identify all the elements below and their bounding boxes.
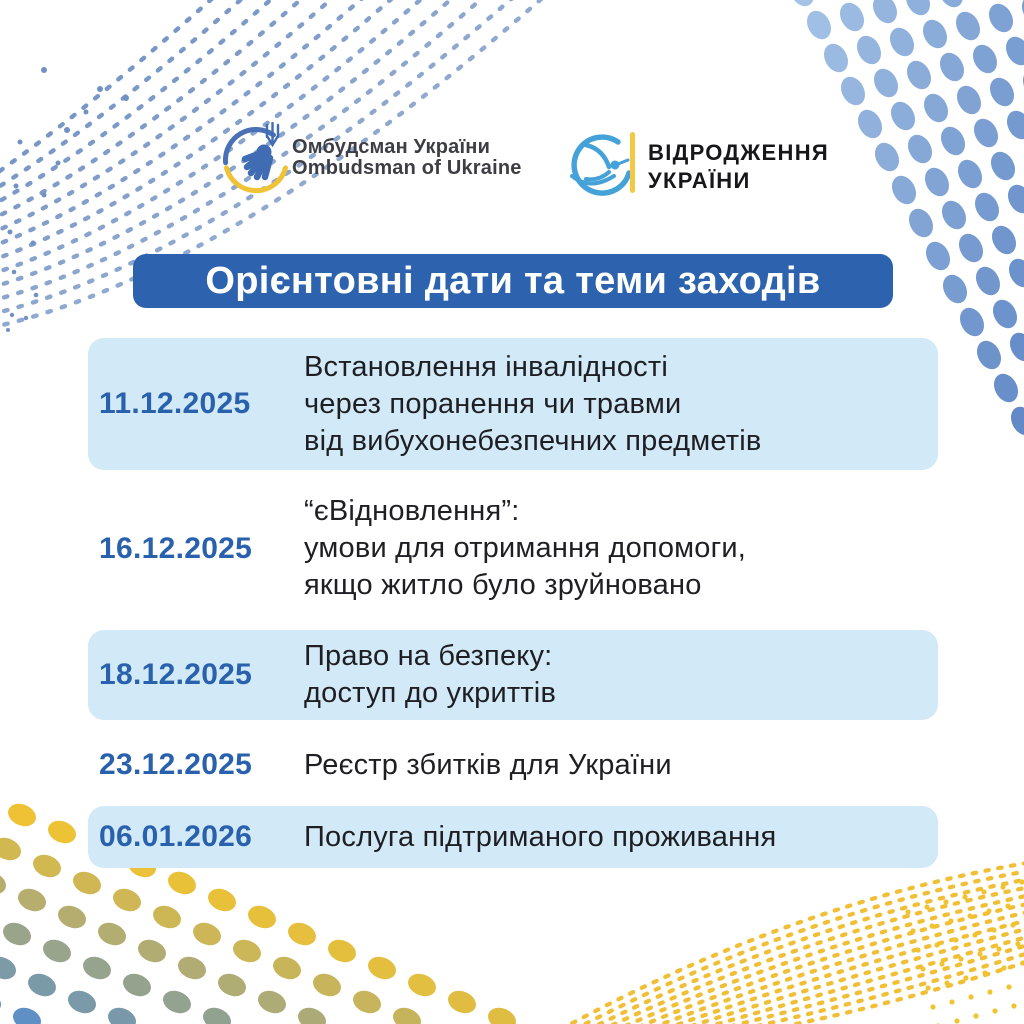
event-topic — [304, 819, 776, 856]
vidrodzhennia-line1: ВІДРОДЖЕННЯ — [648, 140, 829, 165]
topic-line: якщо житло було зруйновано — [304, 569, 702, 601]
hand-dove-icon — [245, 145, 272, 178]
ombudsman-logo-text — [292, 137, 522, 179]
vidrodzhennia-logo-text — [648, 139, 829, 195]
event-date: 06.01.2026 — [99, 820, 253, 853]
topic-line: Встановлення інвалідності — [304, 350, 668, 383]
topic-line: через поранення чи травми — [304, 387, 682, 420]
event-topic — [304, 493, 746, 604]
schedule-row — [88, 338, 938, 470]
event-date: 16.12.2025 — [99, 531, 253, 565]
topic-line: доступ до укриттів — [304, 677, 557, 709]
topic-line: Реєстр збитків для України — [304, 748, 672, 781]
dove-swirl-icon — [558, 130, 636, 208]
schedule-row — [88, 489, 938, 608]
topic-line: Право на безпеку: — [304, 640, 553, 672]
ombudsman-logo-icon — [218, 122, 294, 198]
topic-line: від вибухонебезпечних предметів — [304, 424, 762, 457]
topic-line: умови для отримання допомоги, — [304, 532, 747, 564]
topic-line: “єВідновлення”: — [304, 495, 520, 527]
event-date: 23.12.2025 — [99, 748, 253, 781]
event-topic — [304, 638, 556, 712]
event-date: 18.12.2025 — [99, 658, 253, 691]
event-topic — [304, 747, 672, 784]
schedule-row — [88, 630, 938, 720]
vidrodzhennia-line2: УКРАЇНИ — [648, 168, 751, 193]
ombudsman-name-en: Ombudsman of Ukraine — [292, 157, 522, 179]
schedule-row — [88, 742, 938, 788]
topic-line: Послуга підтриманого проживання — [304, 820, 777, 853]
schedule-row — [88, 806, 938, 868]
event-topic — [304, 349, 762, 460]
logo-divider — [630, 132, 635, 193]
event-date: 11.12.2025 — [99, 387, 251, 420]
title-banner — [133, 254, 893, 308]
page-title: Орієнтовні дати та теми заходів — [205, 259, 821, 302]
ombudsman-name-uk: Омбудсман України — [292, 136, 491, 158]
